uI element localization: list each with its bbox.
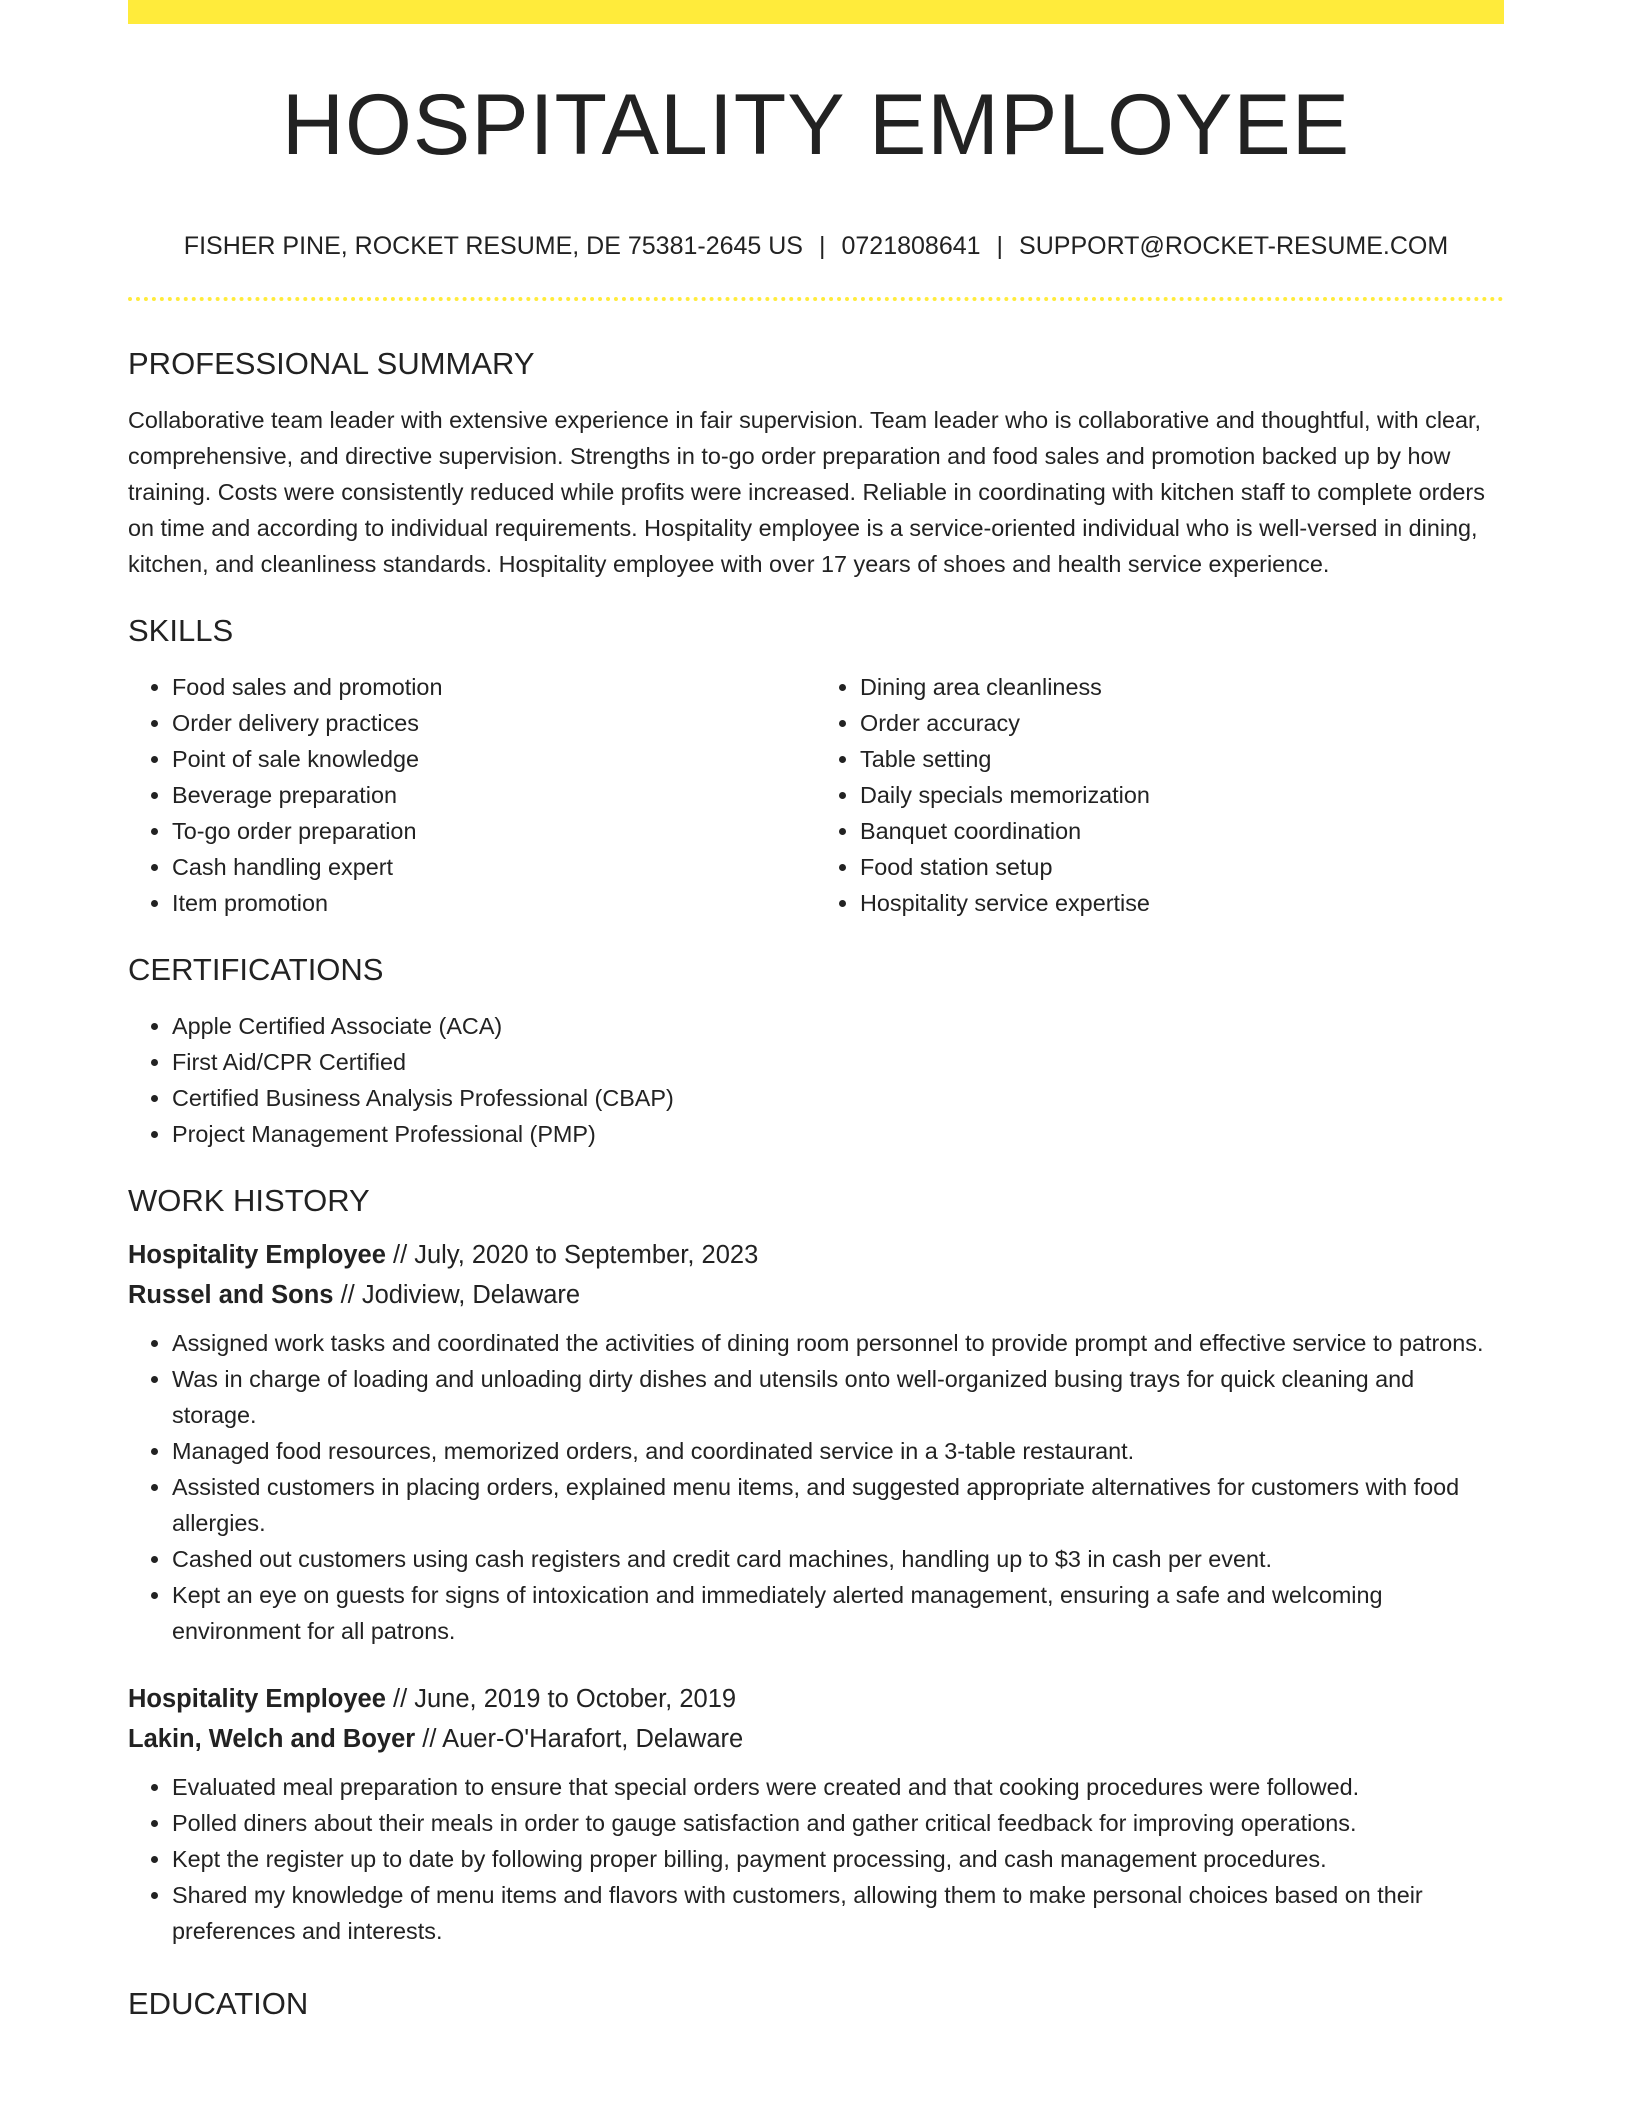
job-title-line [128,1235,1504,1275]
contact-separator: | [819,232,826,260]
skill-item: • Order accuracy [860,705,1504,741]
skills-columns [128,669,1504,921]
job-bullet: • Managed food resources, memorized orders, and coordinated service in a 3-table restaurant. [172,1433,1504,1469]
job-bullet: • Was in charge of loading and unloading dirty dishes and utensils onto well-organized busing trays for quick cleaning and storage. [172,1361,1504,1433]
contact-phone[interactable]: 0721808641 [841,232,981,260]
certification-item: • Apple Certified Associate (ACA) [172,1008,1504,1044]
skills-list-right [816,669,1504,921]
job-role: Hospitality Employee [128,1685,386,1713]
dotted-divider [128,297,1504,301]
job-company: Russel and Sons [128,1281,334,1309]
certification-item: • Certified Business Analysis Professional (CBAP) [172,1080,1504,1116]
job-bullet: • Evaluated meal preparation to ensure that special orders were created and that cooking procedures were followed. [172,1769,1504,1805]
job-company: Lakin, Welch and Boyer [128,1725,416,1753]
skill-item: • Banquet coordination [860,813,1504,849]
job-bullets [128,1325,1504,1649]
certifications-section [128,954,1504,1152]
job-location: // Auer-O'Harafort, Delaware [415,1725,744,1753]
job-company-line [128,1719,1504,1759]
resume-page [128,0,1504,2019]
skill-item: • To-go order preparation [172,813,816,849]
skill-item: • Hospitality service expertise [860,885,1504,921]
section-title-education: EDUCATION [128,1986,309,2021]
section-title-summary: PROFESSIONAL SUMMARY [128,346,535,381]
contact-separator: | [996,232,1004,260]
skill-item: • Food station setup [860,849,1504,885]
section-title-skills: SKILLS [128,613,234,648]
contact-email[interactable]: SUPPORT@ROCKET-RESUME.COM [1019,232,1449,260]
skill-item: • Point of sale knowledge [172,741,816,777]
job-entry [128,1679,1504,1949]
skill-item: • Item promotion [172,885,816,921]
certifications-list [128,1008,1504,1152]
section-title-certifications: CERTIFICATIONS [128,952,384,987]
skill-item: • Dining area cleanliness [860,669,1504,705]
job-location: // Jodiview, Delaware [333,1281,581,1309]
certification-item: • Project Management Professional (PMP) [172,1116,1504,1152]
job-role: Hospitality Employee [128,1241,386,1269]
section-title-work-history: WORK HISTORY [128,1183,370,1218]
skill-item: • Cash handling expert [172,849,816,885]
job-bullet: • Assigned work tasks and coordinated the activities of dining room personnel to provide prompt and effective service to patrons. [172,1325,1504,1361]
job-entry [128,1235,1504,1649]
job-dates: // July, 2020 to September, 2023 [385,1241,759,1269]
job-dates: // June, 2019 to October, 2019 [385,1685,737,1713]
job-bullet: • Assisted customers in placing orders, explained menu items, and suggested appropriate alternatives for customers with food allergies. [172,1469,1504,1541]
skills-section [128,615,1504,921]
job-bullet: • Kept an eye on guests for signs of intoxication and immediately alerted management, ensuring a safe and welcoming environment for all patrons. [172,1577,1504,1649]
contact-line [128,234,1504,259]
work-history-section [128,1185,1504,1949]
job-bullets [128,1769,1504,1949]
job-bullet: • Polled diners about their meals in order to gauge satisfaction and gather critical feedback for improving operations. [172,1805,1504,1841]
education-section [128,1988,1504,2019]
resume-name: HOSPITALITY EMPLOYEE [281,77,1351,173]
summary-section [128,348,1504,582]
summary-text: Collaborative team leader with extensive experience in fair supervision. Team leader who is collaborative and thoughtful, with clear, comprehensive, and directive supervision. Strengths in to-go order preparation and food sales and promotion backed up by how training. Costs were consistently reduced while profits were increased. Reliable in coordinating with kitchen staff to complete orders on time and according to individual requirements. Hospitality employee is a service-oriented individual who is well-versed in dining, kitchen, and cleanliness standards. Hospitality employee with over 17 years of shoes and health service experience. [128,407,1485,577]
skills-list-left [128,669,816,921]
job-bullet: • Kept the register up to date by following proper billing, payment processing, and cash management procedures. [172,1841,1504,1877]
job-title-line [128,1679,1504,1719]
job-company-line [128,1275,1504,1315]
skill-item: • Table setting [860,741,1504,777]
job-bullet: • Cashed out customers using cash registers and credit card machines, handling up to $3 in cash per event. [172,1541,1504,1577]
skill-item: • Beverage preparation [172,777,816,813]
skill-item: • Daily specials memorization [860,777,1504,813]
job-bullet: • Shared my knowledge of menu items and flavors with customers, allowing them to make personal choices based on their preferences and interests. [172,1877,1504,1949]
skill-item: • Food sales and promotion [172,669,816,705]
certification-item: • First Aid/CPR Certified [172,1044,1504,1080]
skill-item: • Order delivery practices [172,705,816,741]
contact-address: FISHER PINE, ROCKET RESUME, DE 75381-2645 US [183,232,803,260]
top-accent-bar [128,0,1504,24]
